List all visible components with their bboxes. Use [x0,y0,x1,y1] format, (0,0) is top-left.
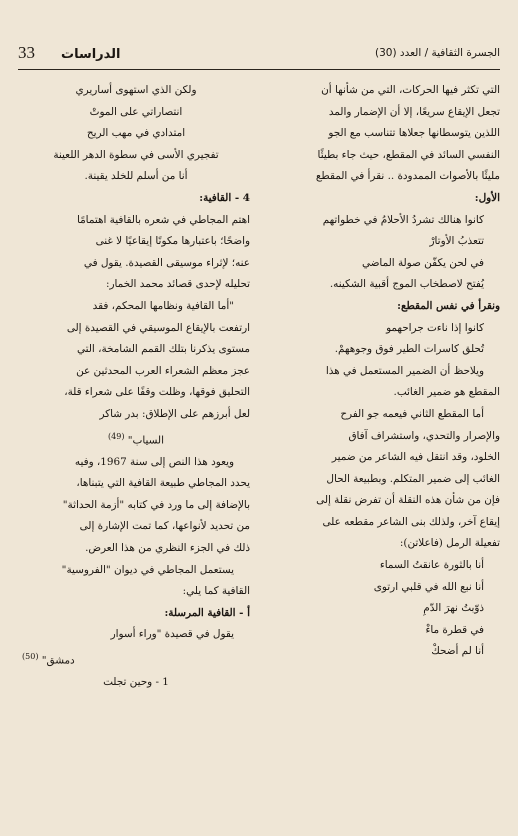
header-rule [18,69,500,70]
text-line: النفسي السائد في المقطع، حيث جاء بطيئًا [317,148,500,161]
verse-line: في لحن يكفّن صولة الماضي [361,256,484,269]
text-line: المقطع هو ضمير الغائب. [393,386,500,399]
text-line: يقول في قصيدة "وراء أسوار [110,628,234,641]
text-line: الخلود، وقد انتقل فيه الشاعر من ضمير [331,451,500,464]
left-column [22,80,250,694]
verse-line: ذوّبتُ نهرَ الدّمِ [423,602,484,615]
text-line: يستعمل المجاطي في ديوان "الفروسية" [61,563,234,576]
quote-end-line [22,426,250,452]
text-line: واضحًا؛ باعتبارها مكونًا إيقاعيًا لا غنى [95,235,250,248]
text-line: مليئًا بالأصوات الممدودة .. نقرأ في المقطع [315,170,500,183]
verse-line: تُحلق كاسرات الطير فوق وجوههمْ. [334,343,484,356]
text-line: التي تكثر فيها الحركات، التي من شأنها أن [321,84,500,96]
text-line: يحدد المجاطي طبيعة القافية التي يتبناها، [76,477,250,490]
footnote-ref-49: (49) [108,431,125,441]
text-line: فإن من شأن هذه النقلة أن تفرض نقلة إلى [316,494,500,507]
section-title: الدراسات [61,47,121,62]
text-line: إيقاع آخر، ولذلك بنى الشاعر مقطعه على [322,515,500,528]
quote-line: التحليق فوقها، وظلت وقفًا على شعراء قلة، [64,386,250,399]
text-line: أما المقطع الثاني فيعمه جو الفرح [340,407,484,420]
text-line: اهتم المجاطي في شعره بالقافية اهتمامًا [76,213,250,226]
verse-line: تتعذبُ الأوتارْ [429,235,484,248]
text-line: القافية كما يلي: [182,585,250,598]
text-line: ويلاحظ أن الضمير المستعمل في هذا [325,364,484,377]
text-line: تجعل الإيقاع سريعًا، إلا أن الإضمار والمد [328,105,500,118]
text-line: تحليله لإحدى قصائد محمد الخمار: [105,278,250,291]
text-line: ويعود هذا النص إلى سنة 1967، وفيه [74,455,234,468]
verse-line: 1 - وحين تجلت [103,675,169,688]
text-line: اللذين يتوسطانها جعلاها تتناسب مع الجو [328,127,500,140]
header-left [18,43,121,63]
quote-line: مستوى يذكرنا بتلك القمم الشامخة، التي [76,343,250,356]
verse-line: كانوا إذا ناءت جراحهمو [386,321,484,334]
text-line: الغائب إلى ضمير المتكلم. وبطبيعة الحال [326,472,500,485]
page-number: 33 [18,43,35,62]
verse-line: كانوا هنالك تشردُ الأحلامُ في خطواتهم [322,213,484,226]
footnote-ref-50: (50) [22,651,39,661]
subheading: أ - القافية المرسلة: [164,606,250,619]
quote-line: ارتفعت بالإيقاع الموسيقي في القصيدة إلى [66,321,250,334]
text-line: من تحديد لأنواعها، كما تمت الإشارة إلى [79,520,250,533]
verse-line: تفجيري الأسى في سطوة الدهر اللعينة [53,148,219,161]
verse-line: يُفتح لاصطخاب الموج أقبية الشكينه. [329,278,484,291]
verse-line: أنا من أسلم للخلد يقينة. [84,170,188,183]
verse-line: أنا بالثورة عانقتُ السماء [379,559,484,572]
section-heading: 4 - القافية: [199,191,250,204]
verse-line: انتصاراتي على الموتْ [89,105,183,118]
quote-end-text: السياب" [127,433,164,446]
quote-line: "أما القافية ونظامها المحكم، فقد [92,299,234,312]
poem-title-end: دمشق" [41,654,75,667]
text-line: الأول: [474,191,500,204]
issue-info: الجسرة الثقافية / العدد (30) [374,47,500,59]
text-line: عنه؛ لإثراء موسيقى القصيدة. يقول في [83,256,250,269]
text-line: والإصرار والتحدي، واستشراف آفاق [348,429,500,442]
text-line: بالإضافة إلى ما ورد في كتابه "أزمة الحداثة" [62,498,250,511]
verse-line: في قطرة ماءْ [425,623,484,636]
page-header [18,40,500,66]
verse-line: ولكن الذي استهوى أساريري [75,84,197,96]
subheading: ونقرأ في نفس المقطع: [397,299,500,312]
verse-line: أنا نبع الله في قلبي ارتوى [373,580,484,593]
right-column [272,80,500,663]
quote-end-line [22,646,250,672]
quote-line: عجز معظم الشعراء العرب المحدثين عن [76,364,250,377]
text-line: ذلك في الجزء النظري من هذا العرض. [85,541,250,554]
quote-line: لعل أبرزهم على الإطلاق: بدر شاكر [99,407,250,420]
text-line: تفعيلة الرمل (فاعلاتن): [399,537,500,550]
verse-line: أنا لم أضحكْ [431,645,484,658]
verse-line: امتدادي في مهب الريح [86,127,186,140]
